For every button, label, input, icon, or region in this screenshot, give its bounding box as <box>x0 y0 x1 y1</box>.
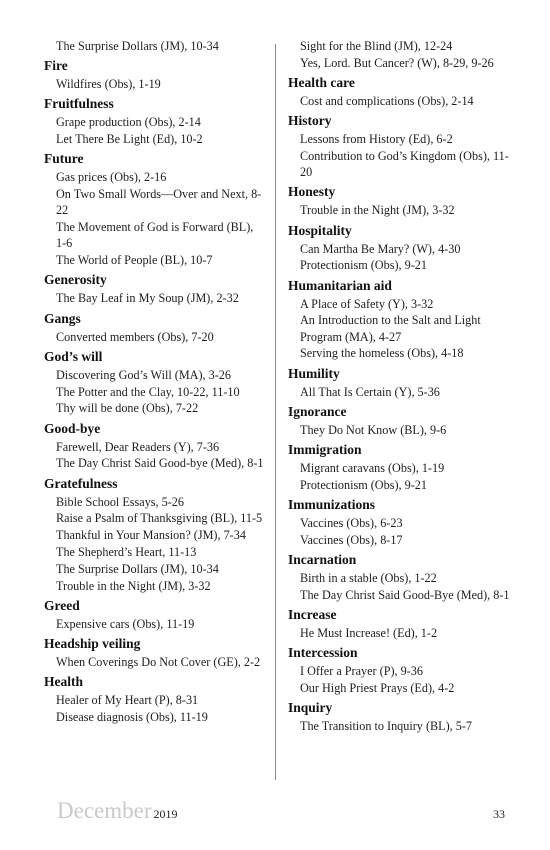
index-heading: Intercession <box>288 645 358 661</box>
index-entry: Trouble in the Night (JM), 3-32 <box>300 203 455 218</box>
index-entry: Healer of My Heart (P), 8-31 <box>56 693 199 708</box>
index-entry: When Coverings Do Not Cover (GE), 2-2 <box>56 655 261 669</box>
index-heading: Good-bye <box>44 420 101 436</box>
index-entry: He Must Increase! (Ed), 1-2 <box>300 626 438 641</box>
index-entry: They Do Not Know (BL), 9-6 <box>300 422 447 437</box>
index-heading: Fire <box>44 58 68 74</box>
index-entry: Vaccines (Obs), 6-23 <box>300 516 403 531</box>
index-entry: Discovering God’s Will (MA), 3-26 <box>56 367 231 382</box>
index-column-left <box>44 38 264 726</box>
index-entry: Converted members (Obs), 7-20 <box>56 329 214 344</box>
index-entry: The Day Christ Said Good-bye (Med), 8-1 <box>56 456 264 471</box>
index-heading: Future <box>44 151 84 167</box>
index-entry: Thankful in Your Mansion? (JM), 7-34 <box>56 528 246 543</box>
index-entry: Vaccines (Obs), 8-17 <box>300 532 403 547</box>
index-heading: Immunizations <box>288 497 376 513</box>
footer-issue <box>57 798 178 824</box>
index-entry: I Offer a Prayer (P), 9-36 <box>300 664 423 679</box>
index-entry: Yes, Lord. But Cancer? (W), 8-29, 9-26 <box>300 55 494 70</box>
index-entry: Lessons from History (Ed), 6-2 <box>300 132 453 147</box>
index-heading: Ignorance <box>288 403 347 419</box>
index-entry: Bible School Essays, 5-26 <box>56 494 184 509</box>
index-entry: The Surprise Dollars (JM), 10-34 <box>56 39 219 53</box>
index-entry: The Potter and the Clay, 10-22, 11-10 <box>56 384 240 399</box>
index-entry: Let There Be Light (Ed), 10-2 <box>56 132 203 147</box>
footer-month: December <box>57 798 152 823</box>
index-heading: Headship veiling <box>44 636 141 651</box>
index-entry: Grape production (Obs), 2-14 <box>56 115 201 130</box>
index-entry: The Shepherd’s Heart, 11-13 <box>56 545 197 559</box>
index-heading: Generosity <box>44 272 107 288</box>
index-heading: Increase <box>288 607 337 623</box>
index-column-right <box>288 38 513 735</box>
index-entry: All That Is Certain (Y), 5-36 <box>300 384 440 399</box>
index-entry: Sight for the Blind (JM), 12-24 <box>300 39 453 53</box>
index-heading: Fruitfulness <box>44 96 114 112</box>
index-entry: The Movement of God is Forward (BL), 1-6 <box>56 220 254 251</box>
index-entry: Our High Priest Prays (Ed), 4-2 <box>300 681 455 696</box>
column-divider <box>275 44 276 780</box>
index-heading: Humanitarian aid <box>288 277 392 293</box>
index-entry: Wildfires (Obs), 1-19 <box>56 77 161 92</box>
index-entry: Contribution to God’s Kingdom (Obs), 11-20 <box>300 149 509 180</box>
index-entry: Cost and complications (Obs), 2-14 <box>300 94 474 108</box>
index-entry: Farewell, Dear Readers (Y), 7-36 <box>56 439 220 454</box>
index-entry: Can Martha Be Mary? (W), 4-30 <box>300 241 461 256</box>
index-entry: Birth in a stable (Obs), 1-22 <box>300 571 437 586</box>
index-heading: Immigration <box>288 442 362 458</box>
index-entry: The Bay Leaf in My Soup (JM), 2-32 <box>56 291 239 306</box>
index-entry: Serving the homeless (Obs), 4-18 <box>300 346 464 361</box>
index-entry: Expensive cars (Obs), 11-19 <box>56 616 195 631</box>
index-entry: An Introduction to the Salt and Light Program (MA), 4-27 <box>300 313 481 344</box>
index-entry: Gas prices (Obs), 2-16 <box>56 170 167 185</box>
index-entry: Thy will be done (Obs), 7-22 <box>56 401 199 416</box>
index-entry: Raise a Psalm of Thanksgiving (BL), 11-5 <box>56 511 263 526</box>
index-heading: History <box>288 113 332 129</box>
index-heading: Honesty <box>288 184 336 200</box>
index-entry: The Transition to Inquiry (BL), 5-7 <box>300 719 472 734</box>
index-entry: Protectionism (Obs), 9-21 <box>300 477 427 492</box>
index-entry: Migrant caravans (Obs), 1-19 <box>300 461 445 476</box>
index-entry: On Two Small Words—Over and Next, 8-22 <box>56 187 262 218</box>
index-heading: Hospitality <box>288 222 352 238</box>
index-heading: Gangs <box>44 310 81 326</box>
index-heading: God’s will <box>44 348 103 364</box>
page-number: 33 <box>493 807 505 821</box>
index-entry: Protectionism (Obs), 9-21 <box>300 258 427 273</box>
index-entry: The Day Christ Said Good-Bye (Med), 8-1 <box>300 587 510 602</box>
index-heading: Humility <box>288 365 340 381</box>
footer-year: 2019 <box>153 807 178 821</box>
index-heading: Health care <box>288 75 355 90</box>
index-heading: Greed <box>44 597 80 613</box>
index-heading: Gratefulness <box>44 475 118 491</box>
index-entry: The Surprise Dollars (JM), 10-34 <box>56 561 219 576</box>
index-entry: Disease diagnosis (Obs), 11-19 <box>56 710 208 724</box>
index-heading: Inquiry <box>288 700 333 716</box>
index-entry: A Place of Safety (Y), 3-32 <box>300 296 434 311</box>
index-heading: Health <box>44 674 83 690</box>
index-heading: Incarnation <box>288 552 357 568</box>
index-entry: The World of People (BL), 10-7 <box>56 253 213 268</box>
index-entry: Trouble in the Night (JM), 3-32 <box>56 578 211 593</box>
